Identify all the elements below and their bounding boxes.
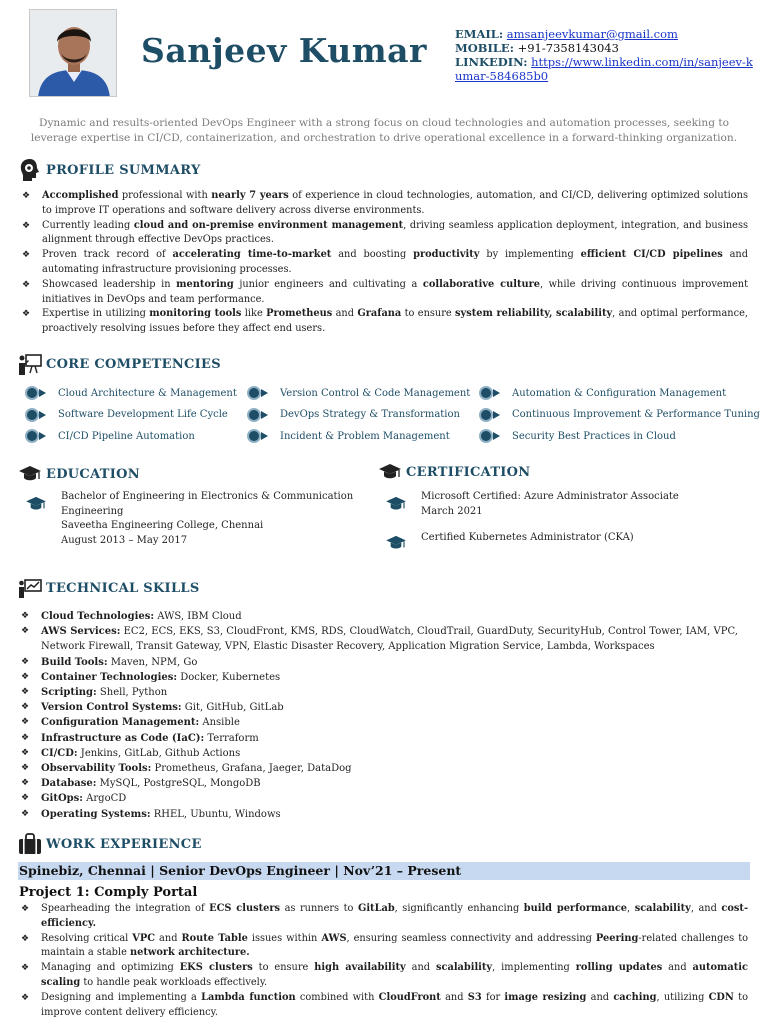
skill-category: Configuration Management:: [41, 717, 200, 729]
bold-text: Prometheus: [266, 308, 333, 320]
text-run: and: [332, 308, 358, 320]
skill-values: RHEL, Ubuntu, Windows: [150, 808, 281, 820]
bold-text: high availability: [314, 962, 406, 974]
diamond-bullet-icon: ❖: [21, 778, 30, 789]
bold-text: system reliability, scalability: [455, 308, 613, 320]
diamond-bullet-icon: ❖: [21, 626, 30, 637]
diamond-bullet-icon: ❖: [21, 963, 30, 974]
bold-text: caching: [613, 991, 657, 1003]
work-bullet-item: [20, 902, 748, 932]
bold-text: VPC: [132, 932, 156, 944]
competency-label: Continuous Improvement & Performance Tuning: [512, 409, 760, 421]
text-run: to ensure: [401, 308, 456, 320]
bold-text: rolling updates: [575, 962, 663, 974]
work-bullets: [20, 902, 748, 1020]
presenter-board-icon: [18, 352, 42, 376]
linkedin-label: LINKEDIN:: [455, 55, 528, 69]
diamond-bullet-icon: ❖: [21, 793, 30, 804]
bold-text: nearly 7 years: [211, 190, 289, 201]
text-run: Expertise in utilizing: [42, 308, 150, 320]
graduation-cap-icon: [385, 529, 407, 557]
skill-values: Ansible: [199, 717, 240, 729]
diamond-bullet-icon: ❖: [21, 671, 30, 682]
skill-category: GitOps:: [41, 793, 83, 805]
text-run: , and: [690, 903, 722, 914]
diamond-bullet-icon: ❖: [21, 687, 30, 698]
text-run: and automating infrastructure provisioning processes.: [42, 249, 749, 275]
skill-category: CI/CD:: [41, 747, 78, 759]
skill-item: [20, 746, 748, 761]
education-dates: August 2013 – May 2017: [61, 534, 188, 546]
competency-item: [247, 386, 479, 401]
competency-item: [25, 386, 247, 401]
skill-category: Container Technologies:: [41, 671, 178, 683]
competency-item: [479, 429, 760, 444]
skill-item: [20, 700, 748, 715]
competency-label: Cloud Architecture & Management: [58, 387, 237, 399]
certification-item: [385, 529, 745, 557]
arrow-circle-icon: [25, 429, 50, 443]
skill-item: [20, 655, 748, 670]
diamond-bullet-icon: ❖: [22, 250, 31, 261]
text-run: Proven track record of: [42, 249, 173, 261]
profile-photo: [29, 9, 117, 97]
skill-category: Database:: [41, 778, 97, 790]
bold-text: AWS: [321, 932, 347, 944]
skill-category: Infrastructure as Code (IaC):: [41, 732, 205, 744]
chart-board-icon: [18, 576, 42, 600]
arrow-circle-icon: [247, 386, 272, 400]
bold-text: CDN: [708, 991, 734, 1003]
skill-values: ArgoCD: [82, 793, 127, 805]
profile-summary-item: [20, 307, 748, 337]
text-run: professional with: [118, 190, 212, 201]
linkedin-row: [455, 55, 755, 83]
mobile-number: +91-7358143043: [517, 41, 619, 55]
competency-item: [247, 408, 479, 423]
competency-label: DevOps Strategy & Transformation: [280, 409, 460, 421]
diamond-bullet-icon: ❖: [21, 763, 30, 774]
email-label: EMAIL:: [455, 27, 504, 41]
certification-name: Microsoft Certified: Azure Administrator Associate: [421, 491, 679, 502]
skill-category: Build Tools:: [41, 656, 108, 668]
bold-text: network architecture.: [130, 947, 250, 959]
competency-label: Software Development Life Cycle: [58, 409, 228, 421]
bold-text: scalability: [435, 962, 493, 974]
bold-text: GitLab: [357, 903, 395, 914]
certification-item: [385, 490, 745, 519]
section-title: WORK EXPERIENCE: [46, 836, 202, 852]
text-run: and boosting: [331, 249, 414, 261]
text-run: , while driving continuous improvement initiatives in DevOps and team performance.: [42, 278, 749, 305]
skill-item: [20, 807, 748, 822]
text-run: issues within: [247, 932, 322, 944]
bold-text: Accomplished: [42, 190, 119, 201]
college: Saveetha Engineering College, Chennai: [61, 520, 264, 531]
bold-text: productivity: [413, 249, 480, 261]
profile-summary-item: [20, 248, 748, 278]
diamond-bullet-icon: ❖: [21, 904, 30, 914]
arrow-circle-icon: [25, 408, 50, 422]
section-title: EDUCATION: [46, 466, 140, 482]
bold-text: S3: [467, 991, 482, 1003]
certification-name: Certified Kubernetes Administrator (CKA): [421, 532, 634, 543]
competency-label: Automation & Configuration Management: [512, 387, 727, 399]
text-run: junior engineers and cultivating a: [233, 278, 423, 290]
linkedin-link[interactable]: https://www.linkedin.com/in/sanjeev-kumar-584685b0: [455, 55, 753, 83]
skill-values: Prometheus, Grafana, Jaeger, DataDog: [151, 763, 352, 775]
diamond-bullet-icon: ❖: [21, 702, 30, 713]
skill-category: Scripting:: [41, 687, 97, 699]
skill-item: [20, 776, 748, 791]
text-run: Currently leading: [42, 219, 134, 231]
profile-summary-list: [20, 189, 748, 337]
competency-item: [247, 429, 479, 444]
bold-text: collaborative culture: [422, 278, 540, 290]
text-run: ,: [627, 903, 635, 914]
text-run: Managing and optimizing: [41, 962, 180, 974]
text-run: -related challenges to maintain a stable: [41, 932, 749, 959]
skill-item: [20, 715, 748, 730]
technical-skills-list: [20, 609, 748, 822]
work-bullet-item: [20, 932, 748, 962]
text-run: Resolving critical: [41, 932, 133, 944]
skill-category: Version Control Systems:: [41, 702, 182, 714]
text-run: combined with: [295, 991, 379, 1003]
skill-category: AWS Services:: [41, 626, 121, 638]
mobile-row: [455, 41, 755, 55]
competency-label: CI/CD Pipeline Automation: [58, 430, 195, 442]
bold-text: CloudFront: [378, 991, 441, 1003]
skill-values: Docker, Kubernetes: [177, 671, 281, 683]
work-bullet-item: [20, 961, 748, 991]
text-run: Spearheading the integration of: [41, 903, 210, 914]
diamond-bullet-icon: ❖: [21, 992, 30, 1003]
job-title-bar: Spinebiz, Chennai | Senior DevOps Engineer | Nov’21 – Present: [18, 862, 750, 880]
competency-item: [25, 408, 247, 423]
email-link[interactable]: amsanjeevkumar@gmail.com: [506, 27, 678, 41]
work-experience-heading: [18, 832, 202, 856]
bold-text: scalability: [634, 903, 691, 914]
education-heading: [18, 462, 140, 486]
arrow-circle-icon: [247, 408, 272, 422]
section-title: CORE COMPETENCIES: [46, 356, 221, 372]
certification-list: [385, 490, 745, 557]
profile-summary-item: [20, 219, 748, 249]
skill-category: Cloud Technologies:: [41, 611, 155, 622]
skill-item: [20, 670, 748, 685]
skill-values: Jenkins, GitLab, Github Actions: [77, 747, 241, 759]
person-photo-icon: [30, 10, 117, 97]
graduation-cap-icon: [378, 460, 402, 484]
text-run: and: [662, 962, 693, 974]
diamond-bullet-icon: ❖: [22, 309, 31, 320]
diamond-bullet-icon: ❖: [22, 220, 31, 231]
competency-item: [479, 408, 760, 423]
text-run: and: [405, 962, 436, 974]
skill-category: Observability Tools:: [41, 763, 152, 775]
bold-text: Lambda function: [201, 991, 296, 1003]
bold-text: accelerating time-to-market: [172, 249, 332, 261]
diamond-bullet-icon: ❖: [21, 747, 30, 758]
text-run: for: [481, 991, 505, 1003]
profile-summary-item: [20, 278, 748, 308]
graduation-cap-icon: [25, 490, 47, 548]
section-title: PROFILE SUMMARY: [46, 162, 201, 178]
degree: Bachelor of Engineering in Electronics & Communication Engineering: [61, 491, 354, 517]
diamond-bullet-icon: ❖: [21, 933, 30, 944]
text-run: , utilizing: [656, 991, 709, 1003]
bold-text: Grafana: [357, 308, 402, 320]
bold-text: cloud and on-premise environment management: [133, 219, 404, 231]
bold-text: image resizing: [504, 991, 587, 1003]
diamond-bullet-icon: ❖: [21, 717, 30, 728]
text-run: Showcased leadership in: [42, 278, 177, 290]
graduation-cap-icon: [385, 490, 407, 519]
text-run: , ensuring seamless connectivity and addressing: [346, 932, 596, 944]
competency-item: [479, 386, 760, 401]
arrow-circle-icon: [479, 408, 504, 422]
text-run: and: [586, 991, 614, 1003]
core-competencies-heading: [18, 352, 221, 376]
graduation-cap-icon: [18, 462, 42, 486]
skill-category: Operating Systems:: [41, 808, 151, 820]
skill-values: Git, GitHub, GitLab: [181, 702, 284, 714]
section-title: TECHNICAL SKILLS: [46, 580, 200, 596]
section-title: CERTIFICATION: [406, 464, 531, 480]
competency-label: Incident & Problem Management: [280, 430, 450, 442]
bold-text: monitoring tools: [149, 308, 242, 320]
text-run: , and optimal performance, proactively resolving issues before they affect end users.: [42, 308, 749, 335]
diamond-bullet-icon: ❖: [21, 808, 30, 819]
text-run: to improve content delivery efficiency.: [41, 991, 748, 1018]
text-run: like: [241, 308, 267, 320]
competency-label: Security Best Practices in Cloud: [512, 430, 676, 442]
email-row: [455, 27, 755, 41]
skill-values: EC2, ECS, EKS, S3, CloudFront, KMS, RDS, CloudWatch, CloudTrail, GuardDuty, SecurityHub, Control Tower, IAM, VPC, Network Firewall, Transit Gateway, VPN, Elastic Disaster Recovery, Application Migration Service, Lambda, Workspaces: [41, 626, 738, 653]
bold-text: cost-efficiency.: [41, 903, 749, 929]
contact-block: [455, 27, 755, 83]
mobile-label: MOBILE:: [455, 41, 514, 55]
text-run: as runners to: [280, 903, 358, 914]
skill-values: Shell, Python: [96, 687, 168, 699]
text-run: and: [155, 932, 182, 944]
project-title: Project 1: Comply Portal: [19, 885, 198, 900]
text-run: , implementing: [492, 962, 576, 974]
text-run: to ensure: [252, 962, 315, 974]
profile-summary-item: [20, 189, 748, 219]
arrow-circle-icon: [479, 429, 504, 443]
candidate-name: Sanjeev Kumar: [141, 31, 427, 70]
skill-values: Maven, NPM, Go: [107, 656, 198, 668]
diamond-bullet-icon: ❖: [22, 279, 31, 290]
skill-item: [20, 609, 748, 624]
skill-item: [20, 791, 748, 806]
diamond-bullet-icon: ❖: [21, 656, 30, 667]
text-run: of experience in cloud technologies, automation, and CI/CD, delivering optimized solutions to improve IT operations and software delivery across diverse environments.: [42, 190, 748, 216]
competency-item: [25, 429, 247, 444]
text-run: , significantly enhancing: [394, 903, 524, 914]
text-run: , driving seamless application deployment, integration, and business alignment through effective DevOps practices.: [42, 219, 748, 246]
head-gear-icon: [18, 158, 42, 182]
skill-item: [20, 685, 748, 700]
skill-values: AWS, IBM Cloud: [154, 611, 242, 622]
education-entry: [25, 490, 365, 548]
diamond-bullet-icon: ❖: [22, 191, 31, 201]
diamond-bullet-icon: ❖: [21, 611, 30, 621]
diamond-bullet-icon: ❖: [21, 732, 30, 743]
arrow-circle-icon: [25, 386, 50, 400]
text-run: Designing and implementing a: [41, 991, 202, 1003]
text-run: by implementing: [479, 249, 581, 261]
skill-values: Terraform: [204, 732, 259, 744]
work-bullet-item: [20, 991, 748, 1021]
competency-label: Version Control & Code Management: [280, 387, 471, 399]
bold-text: Route Table: [181, 932, 248, 944]
text-run: to handle peak workloads effectively.: [80, 976, 268, 988]
bold-text: automatic scaling: [41, 962, 748, 988]
arrow-circle-icon: [479, 386, 504, 400]
technical-skills-heading: [18, 576, 200, 600]
briefcase-icon: [18, 832, 42, 856]
skill-item: [20, 624, 748, 654]
competencies-grid: [25, 386, 760, 444]
bold-text: EKS clusters: [179, 962, 253, 974]
profile-summary-heading: [18, 158, 201, 182]
skill-item: [20, 761, 748, 776]
career-objective: Dynamic and results-oriented DevOps Engineer with a strong focus on cloud technologies and automation processes, seeking to leverage expertise in CI/CD, containerization, and orchestration to drive operational excellence in a forward-thinking organization.: [30, 117, 738, 144]
certification-heading: [378, 460, 530, 484]
bold-text: mentoring: [176, 278, 234, 290]
skill-values: MySQL, PostgreSQL, MongoDB: [96, 778, 261, 790]
bold-text: Peering: [595, 932, 639, 944]
bold-text: build performance: [523, 903, 628, 914]
skill-item: [20, 731, 748, 746]
bold-text: efficient CI/CD pipelines: [580, 249, 723, 261]
certification-date: March 2021: [421, 505, 483, 517]
arrow-circle-icon: [247, 429, 272, 443]
text-run: and: [440, 991, 468, 1003]
bold-text: ECS clusters: [209, 903, 281, 914]
